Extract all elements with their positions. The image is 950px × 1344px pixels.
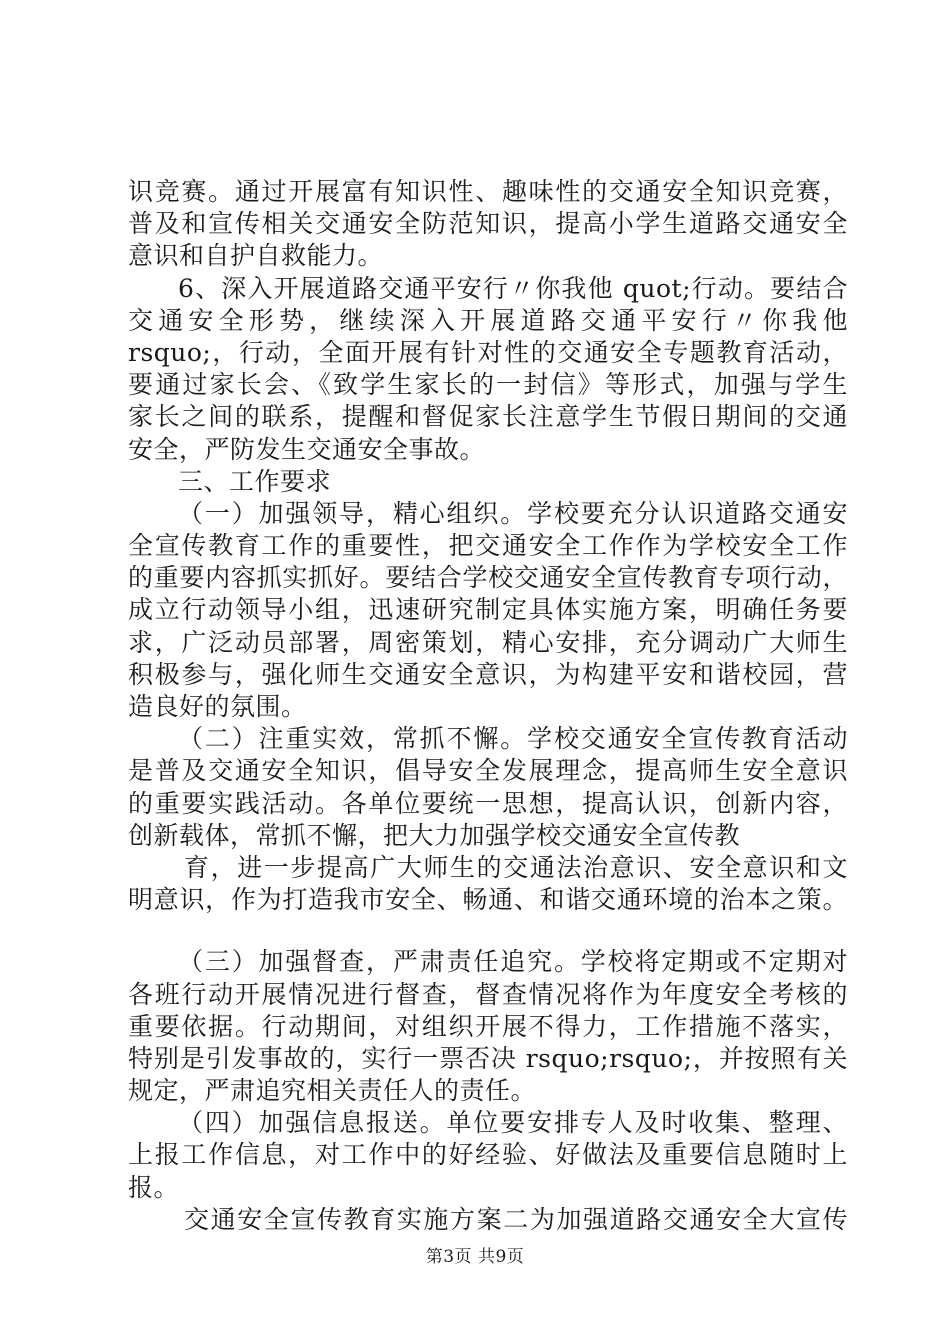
text-line: 的重要内容抓实抓好。要结合学校交通安全宣传教育专项行动， — [128, 563, 848, 593]
text-line: （一）加强领导，精心组织。学校要充分认识道路交通安 — [178, 498, 848, 528]
text-line: 交通安全宣传教育实施方案二为加强道路交通安全大宣传 — [184, 1204, 848, 1234]
text-line: 意识和自护自救能力。 — [128, 241, 384, 271]
text-line: 报。 — [128, 1172, 180, 1202]
text-line: 上报工作信息，对工作中的好经验、好做法及重要信息随时上 — [128, 1140, 848, 1170]
text-line: （四）加强信息报送。单位要安排专人及时收集、整理、 — [178, 1108, 848, 1138]
page-number: 第3页 共9页 — [425, 1247, 525, 1267]
text-line: 交通安全形势，继续深入开展道路交通平安行〃你我他 — [128, 305, 848, 335]
text-line: 家长之间的联系，提醒和督促家长注意学生节假日期间的交通 — [128, 402, 848, 432]
text-line: 要通过家长会、《致学生家长的一封信》等形式，加强与学生 — [128, 370, 848, 400]
document-body — [128, 176, 848, 1236]
text-line: 育，进一步提高广大师生的交通法治意识、安全意识和文 — [184, 852, 848, 882]
text-line: 重要依据。行动期间，对组织开展不得力，工作措施不落实， — [128, 1011, 848, 1041]
text-line: 明意识，作为打造我市安全、畅通、和谐交通环境的治本之策。 — [128, 885, 848, 915]
text-line: 成立行动领导小组，迅速研究制定具体实施方案，明确任务要 — [128, 595, 848, 625]
text-line: 创新载体，常抓不懈，把大力加强学校交通安全宣传教 — [128, 820, 741, 850]
section-heading: 三、工作要求 — [178, 466, 332, 496]
text-line: （三）加强督查，严肃责任追究。学校将定期或不定期对 — [178, 947, 848, 977]
text-line: （二）注重实效，常抓不懈。学校交通安全宣传教育活动 — [178, 724, 848, 754]
text-line: 规定，严肃追究相关责任人的责任。 — [128, 1076, 537, 1106]
text-line: 特别是引发事故的，实行一票否决 rsquo;rsquo;，并按照有关 — [128, 1043, 848, 1073]
text-line: 全宣传教育工作的重要性，把交通安全工作作为学校安全工作 — [128, 531, 848, 561]
text-line: 识竞赛。通过开展富有知识性、趣味性的交通安全知识竞赛， — [128, 177, 848, 206]
text-line: rsquo;，行动，全面开展有针对性的交通安全专题教育活动， — [128, 337, 848, 367]
text-line: 各班行动开展情况进行督查，督查情况将作为年度安全考核的 — [128, 979, 848, 1009]
text-line: 造良好的氛围。 — [128, 692, 307, 721]
paragraph-gap — [128, 916, 848, 946]
text-line: 普及和宣传相关交通安全防范知识，提高小学生道路交通安全 — [128, 209, 848, 239]
text-line: 6、深入开展道路交通平安行〃你我他 quot;行动。要结合 — [178, 273, 848, 303]
text-line: 是普及交通安全知识，倡导安全发展理念，提高师生安全意识 — [128, 756, 848, 786]
text-line: 求，广泛动员部署，周密策划，精心安排，充分调动广大师生 — [128, 627, 848, 657]
text-line: 的重要实践活动。各单位要统一思想，提高认识，创新内容， — [128, 788, 848, 818]
text-line: 积极参与，强化师生交通安全意识，为构建平安和谐校园，营 — [128, 659, 848, 689]
text-line: 安全，严防发生交通安全事故。 — [128, 434, 486, 464]
